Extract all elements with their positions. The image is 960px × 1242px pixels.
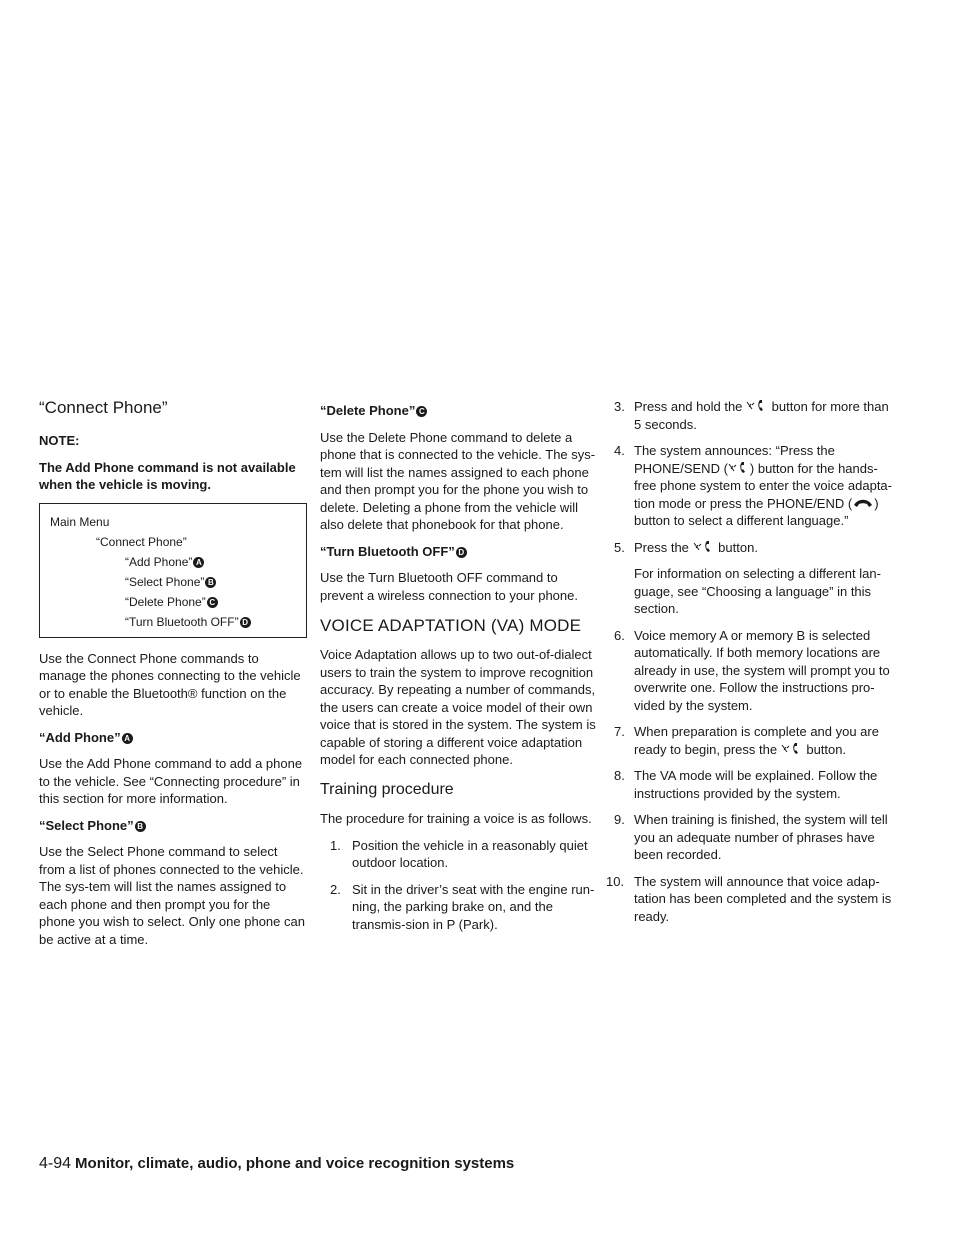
language-note-text: For information on selecting a different lan-guage, see “Choosing a language” in this section. — [634, 566, 881, 616]
add-phone-text: Use the Add Phone command to add a phone to the vehicle. See “Connecting procedure” in this section for more information. — [39, 756, 303, 806]
select-phone-heading: “Select Phone” B — [39, 817, 307, 835]
list-item: 3. Press and hold the button for more than 5 seconds. — [614, 399, 889, 432]
delete-phone-heading: “Delete Phone” C — [320, 402, 604, 420]
turn-bluetooth-off-text: Use the Turn Bluetooth OFF command to prevent a wireless connection to your phone. — [320, 570, 578, 603]
note-label: NOTE: — [39, 433, 80, 448]
menu-item-add-phone: “Add Phone” A — [50, 552, 296, 572]
menu-main: Main Menu — [50, 514, 110, 529]
marker-d: D — [240, 617, 251, 628]
training-procedure-heading: Training procedure — [320, 780, 454, 798]
list-item: 10. The system will announce that voice adap-tation has been completed and the system is ready. — [606, 873, 892, 924]
column-3 — [606, 398, 897, 934]
phone-end-icon — [852, 496, 874, 508]
phone-send-icon — [728, 461, 750, 474]
list-item: 1. Position the vehicle in a reasonably quiet outdoor location. — [330, 837, 588, 870]
marker-c: C — [207, 597, 218, 608]
page-number: 4-94 — [39, 1155, 72, 1172]
list-item: 2. Sit in the driver’s seat with the engine run-ning, the parking brake on, and the transmis-sion in P (Park). — [330, 881, 595, 932]
phone-send-icon — [746, 399, 768, 412]
marker-c: C — [416, 406, 427, 417]
marker-d: D — [456, 547, 467, 558]
menu-item-delete-phone: “Delete Phone” C — [50, 592, 296, 612]
list-item: 6. Voice memory A or memory B is selected automatically. If both memory locations are already in use, the system will prompt you to overwrite one. Follow the instructions pro-vided by the system. — [614, 627, 890, 713]
connect-phone-heading: “Connect Phone” — [39, 398, 168, 417]
phone-send-icon — [693, 540, 715, 553]
menu-tree-box — [39, 503, 307, 638]
marker-a: A — [193, 557, 204, 568]
training-intro-text: The procedure for training a voice is as follows. — [320, 811, 592, 826]
training-steps-list — [320, 837, 604, 934]
page-footer — [39, 1155, 514, 1173]
menu-item-select-phone: “Select Phone” B — [50, 572, 296, 592]
chapter-title: Monitor, climate, audio, phone and voice recognition systems — [75, 1155, 515, 1172]
select-phone-text: Use the Select Phone command to select from a list of phones connected to the vehicle. The sys-tem will list the names assigned to each phone and then prompt you for the phone you wish to select. Only one phone can be active at a time. — [39, 844, 305, 947]
delete-phone-text: Use the Delete Phone command to delete a phone that is connected to the vehicle. The sys-tem will list the names assigned to each phone and then prompt you for the phone you wish to delete. Deleting a phone from the vehicle will also delete that phonebook for that phone. — [320, 429, 596, 532]
marker-b: B — [135, 821, 146, 832]
training-steps-list-continued — [610, 398, 897, 556]
list-item: 5. Press the button. — [614, 539, 758, 555]
phone-send-icon — [781, 742, 803, 755]
va-mode-heading: VOICE ADAPTATION (VA) MODE — [320, 616, 582, 635]
column-1 — [39, 398, 307, 957]
turn-bluetooth-off-heading: “Turn Bluetooth OFF” D — [320, 543, 604, 561]
training-steps-list-continued-2 — [606, 627, 897, 926]
list-item: 7. When preparation is complete and you are ready to begin, press the button. — [614, 724, 879, 757]
marker-b: B — [205, 577, 216, 588]
column-2 — [320, 398, 604, 942]
list-item: 4. The system announces: “Press the PHONE/SEND ( ) button for the hands-free phone system to enter the voice adapta-tion mode or press the PHONE/END ( ) button to select a different language.” — [614, 443, 892, 528]
add-phone-heading: “Add Phone” A — [39, 729, 307, 747]
menu-connect-phone: “Connect Phone” — [96, 534, 187, 549]
marker-a: A — [122, 733, 133, 744]
menu-item-turn-bluetooth-off: “Turn Bluetooth OFF” D — [50, 612, 296, 632]
va-mode-text: Voice Adaptation allows up to two out-of-dialect users to train the system to improve recognition accuracy. By repeating a number of commands, the users can create a voice model of their own voice that is stored in the system. The system is capable of storing a different voice adaptation model for each connected phone. — [320, 647, 596, 767]
note-text: The Add Phone command is not available when the vehicle is moving. — [39, 459, 296, 492]
list-item: 8. The VA mode will be explained. Follow the instructions provided by the system. — [614, 768, 878, 801]
list-item: 9. When training is finished, the system will tell you an adequate number of phrases have been recorded. — [614, 812, 888, 862]
connect-intro-text: Use the Connect Phone commands to manage the phones connecting to the vehicle or to enable the Bluetooth® function on the vehicle. — [39, 650, 301, 718]
